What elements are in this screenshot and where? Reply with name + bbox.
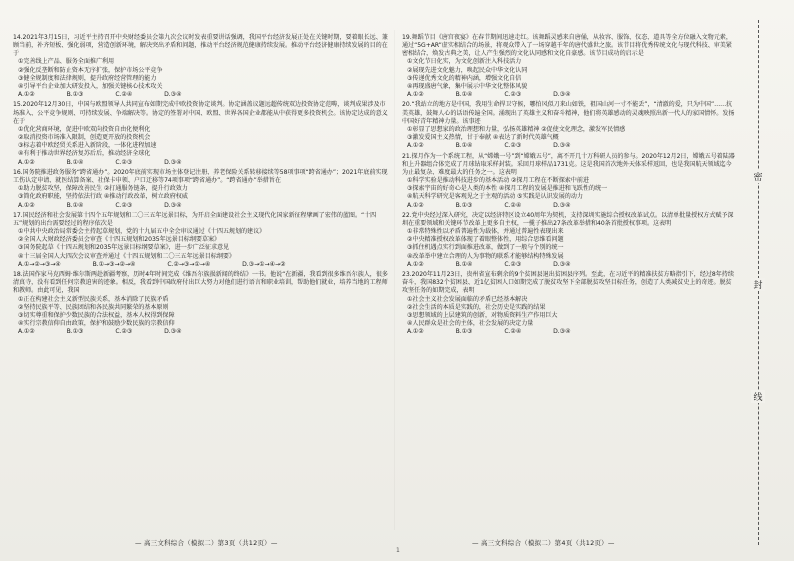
answer-choices: A.①② B.①③ C.②④ D.③④ [407, 201, 571, 209]
answer-choices: A.①→②→③→④ B.①→③→②→④ C.②→③→①→④ D.③→①→④→② [18, 260, 286, 268]
question-option: ④改革举中建立合理的人为事物的联系才能够结构特殊发展 [407, 252, 564, 260]
question-stem: 16.国务院推进政务服务“跨省通办”。2020年底前实现市场主体登记注册、养老保险关系转移接续等58项事项“跨省通办”；2021年底前实现工伤认定申请、就医结算备案、社保卡申领、户口迁移等74项事项“跨省通办”。“跨省通办”举措旨在 [13, 168, 388, 185]
question-stem: 23.2020年11月23日，贵州省宣布剩余的9个贫困县退出贫困县序列。至此，在习近平的精准扶贫方略指引下，经过8年持续奋斗，我国832个贫困县、近1亿贫困人口如期完成了脱贫攻坚下全部脱贫攻坚目标任务，创造了人类减贫史上的奇迹。脱贫攻坚任务的如期完成，表明 [402, 271, 734, 295]
question-option: ①优化营商环境，促进中欧双向投资自由化便利化 [18, 125, 151, 133]
question-option: ①社会主义社会发展面临的矛盾已经基本解决 [407, 295, 528, 303]
question-option: ④航天科学研究是客观见之于主观的活动 ⑤实践是认识发展的动力 [407, 193, 583, 201]
answer-choices: A.①② B.①③ C.②③ D.③④ [18, 328, 182, 336]
question-option: ④人民群众是社会的主体，社会发展的决定力量 [407, 320, 534, 328]
question-option: ②全国人大财政经济委员会审查《十四五规划和2035年远景目标纲要草案》 [18, 236, 221, 244]
right-page-column [402, 34, 736, 339]
question-stem: 21.探月作为一个系统工程，从“嫦娥一号”到“嫦娥五号”，离不开几十万科研人员的参与。2020年12月2日，嫦娥五号着陆器和上升器组合体完成了月球钻取采样封装。采回月球样品1731克。这是我国首次地外天体采样返回，也是我国航天领域迄今为止最复杂、难度最大的任务之一。这表明 [402, 152, 735, 176]
seal-mark-mi: 密 [751, 170, 765, 183]
question-block [13, 271, 389, 336]
question-option: ②坚持民族平等、民族团结和各民族共同繁荣的基本原则 [18, 303, 169, 311]
question-option: ②强化反垄断和防止资本无序扩张，保护市场公平竞争 [18, 66, 163, 74]
answer-choices: A.①② B.①④ C.②③ D.③④ [407, 260, 571, 268]
question-option: ①彰显了思想家的政治理想和力量，弘扬英雄精神 ②促使文化理念，激发军民情感 [407, 125, 626, 133]
question-option: ③思想领域的上层建筑的创新，对物质资料生产作用巨大 [407, 311, 558, 319]
question-stem: 18.法国作家马克西姆·维尔斯两赴新疆考察，历时4年时间完成《维吾尔族损新闻的终结》一书。他说“在新疆，我看到很多维吾尔族人，很多清真寺，没有看到任何宗教迫害的迹象。相反，我看到中国政府付出巨大努力对他们进行语言和职业培训，帮助他们就业，培养当地的工程师和教师。由此可见，我国 [13, 271, 388, 295]
binding-seal-line [748, 20, 770, 545]
question-block [402, 271, 736, 336]
question-stem: 17.国民经济和社会发展第十四个五年规划和二〇三五年远景目标，为开启全面建设社会主义现代化国家新征程擘画了宏伟的蓝图。“十四五”规划的出台需要经过的程序依次是 [13, 211, 377, 227]
question-option: ①助力脱贫攻坚，保障改善民生 ②打通服务链条，提升行政效力 [18, 185, 188, 193]
answer-choices: A.①② B.①③ C.②④ D.③④ [407, 328, 571, 336]
question-option: ③切实尊重和保护少数民族的合法权益，基本人权得到保障 [18, 311, 175, 319]
question-option: ③激发爱国主义热情，甘于奉献 ④表达了新时代英雄气概 [407, 134, 559, 142]
question-option: ③抓住机遇点实行到面推进改革，做到了一般与个别的统一 [407, 244, 564, 252]
question-option: ③健全规制度和法律规则，提升政府经营管理的能力 [18, 74, 157, 82]
question-option: ②社会生活的本质是实践的，社会历史是实践的结果 [407, 303, 546, 311]
question-block [402, 212, 736, 269]
question-stem: 14.2021年3月15日，习近平主持召开中央财经委员会第九次会议时发表重要讲话强调，我国平台经济发展正处在关键时期，要着眼长远、兼顾当前，补齐短板、强化弱项，营造创新环境，解决突出矛盾和问题，推动平台经济规范健康持续发展。推动平台经济健康持续发展的目的在于 [13, 34, 388, 58]
question-option: ①非常特殊性以矛盾普遍性为载体，并通过普遍性表现出来 [407, 228, 564, 236]
question-option: ③传递优秀文化的精神内涵，增强文化自信 [407, 74, 522, 82]
question-block [13, 101, 389, 166]
question-block [402, 101, 736, 150]
question-option: ④实行宗教信仰自由政策，保护和鼓励少数民族的宗教信仰 [18, 320, 175, 328]
seal-mark-feng: 封 [751, 278, 765, 291]
question-block [402, 34, 736, 99]
page-tick-mark: 1 [396, 547, 400, 554]
left-page-footer: — 高三文科综合（模拟二）第3页（共12页）— [135, 539, 278, 547]
answer-choices: A.①② B.①④ C.②③ D.③④ [18, 201, 182, 209]
question-option: ③简化政府职能，坚持依法行政 ④推动行政改革，树立政府权威 [18, 193, 188, 201]
answer-choices: A.①② B.①④ C.②③ D.③④ [407, 91, 571, 99]
question-stem: 15.2020年12月30日，中国与欧盟领导人共同宣布如期完成中欧投资协定谈判。协定涵盖议题远超传统双边投资协定范畴，谈判成果涉及市场准入、公平竞争规则、可持续发展、争端解决等。协定的签署对中国、欧盟、世界各国企业都能从中获得更多投资机会。该协定达成的意义在于 [13, 101, 388, 125]
question-option: ④再现盛唐气象，集中展示中华文化整体风貌 [407, 82, 528, 90]
question-option: ②展现先进文化魅力，唤起民众中华文化认同 [407, 66, 528, 74]
question-option: ④有利于推动世界经济复苏后后，推动经济全球化 [18, 150, 151, 158]
answer-choices: A.①② B.①④ C.②③ D.③④ [18, 158, 182, 166]
question-option: ④引导平台企业加大研发投入，加强关键核心技术攻关 [18, 82, 163, 90]
question-option: ③标志着中欧经贸关系进入新阶段，一体化进程加速 [18, 142, 157, 150]
left-page-column [13, 34, 389, 339]
answer-choices: A.①② B.①④ C.②③ D.③④ [407, 142, 571, 150]
right-page-footer: — 高三文科综合（模拟二）第4页（共12页）— [472, 539, 615, 547]
answer-choices: A.①② B.①③ C.②④ D.③④ [18, 91, 182, 99]
page-divider [394, 30, 395, 530]
question-block [13, 169, 389, 210]
question-option: ③国务院起草《十四五规划和2035年远景目标纲要草案》，进一步广泛征求意见 [18, 244, 230, 252]
question-option: ④十三届全国人大四次会议审查并通过《十四五规划和二〇三五年远景目标纲要》 [18, 252, 235, 260]
question-option: ①完善线上产品、服务全面推广利用 [18, 58, 115, 66]
question-block [13, 34, 389, 99]
question-stem: 20.“我站立的地方是中国，我用生命捍卫守候，哪怕风似刀来山如铁，祖国山河一寸不能丢”，“清澈的爱，只为中国”……抗美英雄，鼓舞人心的话语传遍全国。涌现出了英雄主义和奋斗精神，他们将英雄感动的灵魂映照出新一代人的家国情怀。发扬中国好青年精神力量。该事迹 [402, 101, 735, 125]
question-option: ②取消投资市场准入限制，创造更开放的投资机会 [18, 134, 151, 142]
question-stem: 22.党中央经过深入研究，决定以经济特区设立40周年为契机，支持深圳实施综合授权改革试点。以清单批量授权方式赋予深圳在重要领域和关键环节改革上更多自主权，一揽子推出27条改革举措和40条首批授权事项。这表明 [402, 211, 734, 227]
question-block [13, 212, 389, 269]
question-option: ①文化节日化实，为文化创新注入科技活力 [407, 58, 522, 66]
question-option: ③探索宇宙的好奇心是人类的本性 ④探月工程的发展是推进和飞跃性的统一 [407, 185, 608, 193]
seal-mark-xian: 线 [751, 390, 765, 403]
question-option: ①科学实验是推动科技进步的基本活动 ②探月工程在不断探索中前进 [407, 177, 589, 185]
question-stem: 19.舞蹈节目《唐宫夜宴》在春节期间迅速走红。该舞蹈灵感来自唐俑，从妆容、服饰、仪态、道具等全方位融入文物元素，通过“5G+AR”虚实相结合的场景，将观众带入了一场穿越千年的唐代盛世之旅。该节目将优秀传统文化与现代科技、审美紧密相结合，焕发古典之美，让人产生强烈的文化认同感和文化自豪感。该节目成功的启示是 [402, 34, 732, 58]
question-block [402, 153, 736, 210]
question-option: ②中央精准授权改革体现了着眼整体性，用综合思维看问题 [407, 236, 564, 244]
question-option: ①正在构建社会主义新型民族关系，基本消除了民族矛盾 [18, 295, 169, 303]
question-option: ①中共中央政治局常委会主持起草规划，党的十九届五中全会审议通过《十四五规划的建议》 [18, 228, 266, 236]
